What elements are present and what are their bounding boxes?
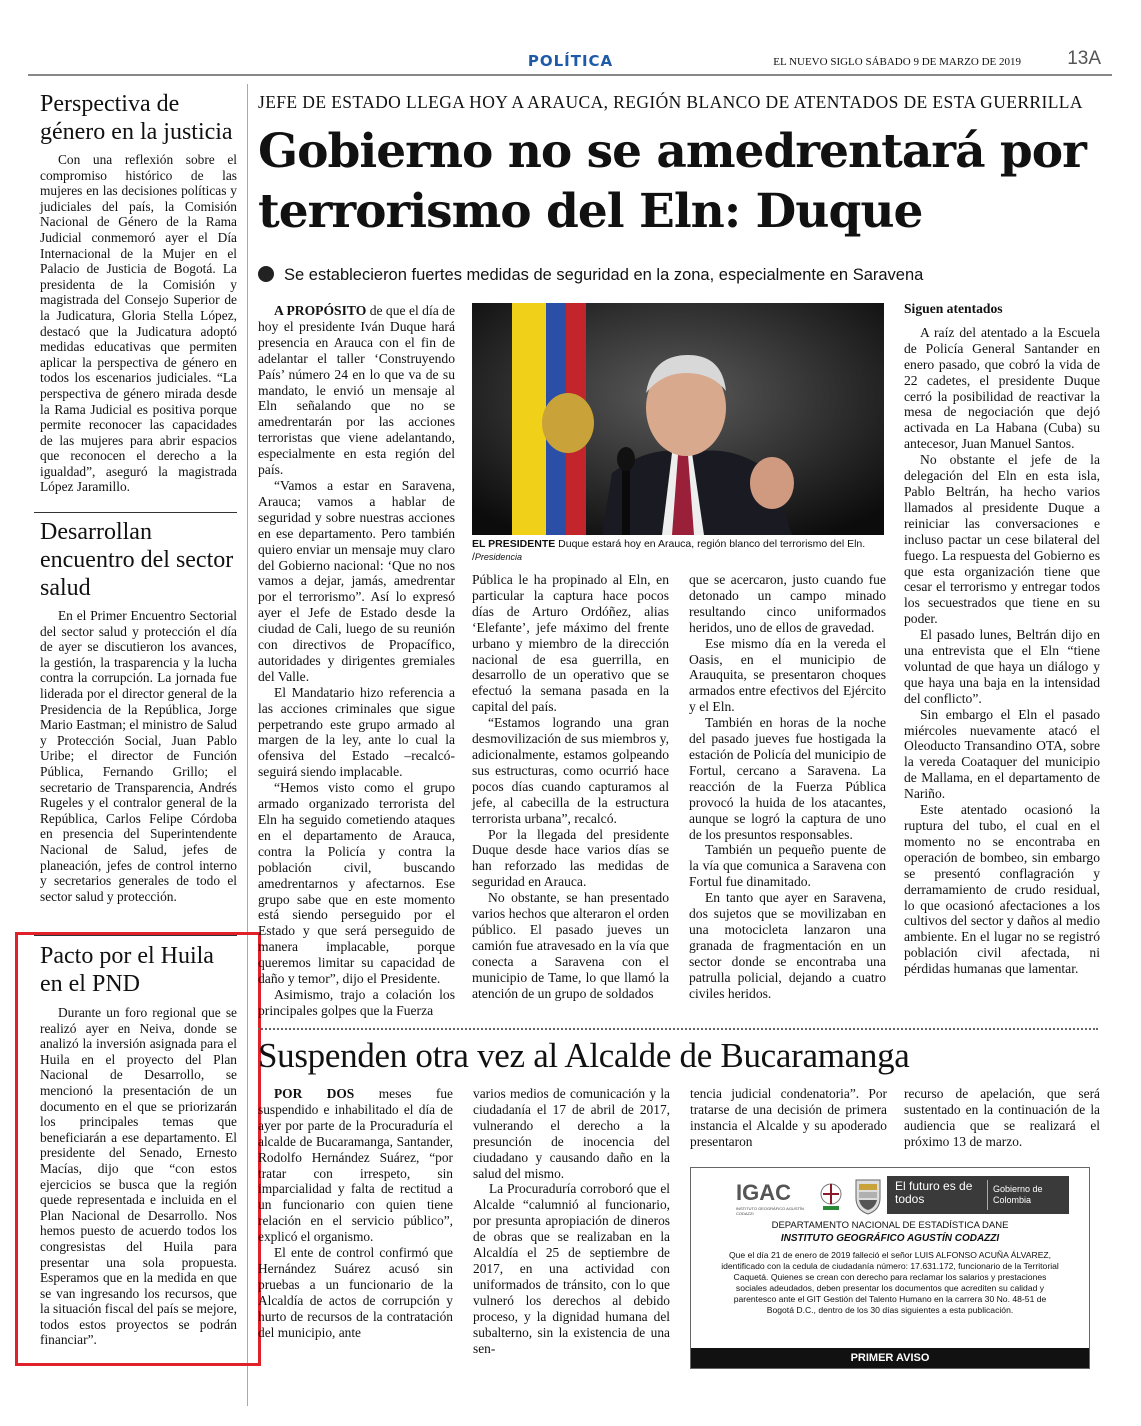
story-divider bbox=[258, 1028, 1098, 1030]
lead-in: POR DOS bbox=[274, 1086, 355, 1101]
paragraph: que se acercaron, justo cuando fue detonado un campo minado resultando cinco uniformados heridos, uno de ellos de gravedad. bbox=[689, 572, 886, 635]
legal-notice-ad bbox=[690, 1167, 1090, 1369]
second-column-1 bbox=[258, 1086, 453, 1341]
igac-logo bbox=[736, 1180, 821, 1222]
article-kicker: JEFE DE ESTADO LLEGA HOY A ARAUCA, REGIÓN BLANCO DE ATENTADOS DE ESTA GUERRILLA bbox=[258, 92, 1083, 112]
sidebar-story2-title: Desarrollan encuentro del sector salud bbox=[40, 519, 234, 601]
section-label: POLÍTICA bbox=[527, 52, 614, 70]
paragraph: Pública le ha propinado al Eln, en particular la captura hace pocos días de Arturo Ordóñez, alias ‘Elefante’, jefe máximo del frente urbano y miembro de la dirección nacional de esa guerrilla, en desarrollo de un operativo que se efectuó la semana pasada en la capital del país. bbox=[472, 572, 669, 715]
caption-text: Duque estará hoy en Arauca, región blanco del terrorismo del Eln. / bbox=[472, 538, 866, 563]
paragraph: de que el día de hoy el presidente Iván Duque hará presencia en Arauca con el fin de adelantar el taller ‘Construyendo País’ número 24 en lo que va de su mandato, le envió un mensaje al Eln señalando que no se amedrentarán por las acciones terroristas que viene adelantando, especialmente en esta región del país. bbox=[258, 303, 455, 478]
sidebar-story2-body: En el Primer Encuentro Sectorial del sector salud y protección el día de ayer se discutieron los avances, la gestión, la trasparencia y la lucha contra la corrupción. La jornada fue liderada por el director general de la Presidencia de la República, Jorge Mario Eastman; el ministro de Salud y Protección Social, Juan Pablo Uribe; el director de Función Pública, Fernando Grillo; el secretario de Transparencia, Andrés Rugeles y el contralor general de la República, Carlos Felipe Córdoba en presencia del Superintendente Nacional de Salud, jefes de planeación, jefes de control interno y secretarios generales de todo el sector salud y protección. bbox=[40, 608, 237, 904]
paragraph: El Mandatario hizo referencia a las acciones criminales que sigue perpetrando este grupo armado al margen de la ley, ante lo cual la ofensiva del Estado –recalcó- seguirá siendo implacable. bbox=[258, 684, 455, 780]
paragraph: “Hemos visto como el grupo armado organizado terrorista del Eln ha seguido cometiendo ataques en el departamento de Arauca, contra la Policía y contra la población civil, buscando amedrentarnos y afectarnos. Ese grupo sabe que en este momento está siendo perseguido por el Estado y que será perseguido de manera implacable, porque queremos limitar su capacidad de daño y temor”, dijo el Presidente. bbox=[258, 780, 455, 987]
igac-logo-subtext: INSTITUTO GEOGRÁFICO AGUSTÍN CODAZZI bbox=[736, 1206, 804, 1216]
article-column-1 bbox=[258, 303, 455, 1019]
paragraph: Sin embargo el Eln el pasado miércoles nuevamente atacó el Oleoducto Transandino OTA, sobre la vereda Coataquer del municipio de Mallama, en el departamento de Nariño. bbox=[904, 706, 1100, 802]
article-deck bbox=[258, 266, 1118, 285]
paragraph: La Procuraduría corroboró que el Alcalde “calumnió al funcionario, por presunta apropiación de dineros de obras que se realizaban en la Alcaldía el 25 de septiembre de 2017, en una actividad con uniformados de tránsito, con lo que vulneró los derechos al debido proceso, y la dignidad humana del subalterno, sin la existencia de una sen- bbox=[473, 1181, 670, 1356]
sidebar-story1-title: Perspectiva de género en la justicia bbox=[40, 91, 233, 145]
photo-caption bbox=[472, 538, 886, 564]
lead-in: A PROPÓSITO bbox=[274, 303, 367, 318]
caption-credit: Presidencia bbox=[474, 552, 522, 562]
article-headline: Gobierno no se amedrentará por terrorismo del Eln: Duque bbox=[258, 124, 1086, 239]
bullet-icon bbox=[258, 266, 274, 282]
page-number: 13A bbox=[1067, 48, 1101, 69]
igac-logo-text: IGAC bbox=[736, 1180, 791, 1205]
paragraph: tencia judicial condenatoria”. Por tratarse de una decisión de primera instancia el Alcalde y su apoderado presentaron bbox=[690, 1086, 887, 1149]
paragraph: En tanto que ayer en Saravena, dos sujetos que se movilizaban en una motocicleta lanzaron una granada de fragmentación en un sector donde se encontraba una patrulla policial, dejando a cuatro civiles heridos. bbox=[689, 890, 886, 1001]
article-column-2 bbox=[472, 572, 669, 1001]
government-name: Gobierno de Colombia bbox=[993, 1184, 1043, 1205]
article-column-4 bbox=[904, 301, 1100, 977]
paragraph: El pasado lunes, Beltrán dijo en una entrevista que el Eln “tiene voluntad de que haya un diálogo y que haya una baja en la intensidad del conflicto”. bbox=[904, 627, 1100, 706]
ad-institute: INSTITUTO GEOGRÁFICO AGUSTÍN CODAZZI bbox=[780, 1233, 1000, 1244]
paragraph: No obstante el jefe de la delegación del Eln en esta isla, Pablo Beltrán, ha hecho varios llamados al presidente Duque a reiniciar las conversaciones e incluso pactar un cese bilateral del fuego. La respuesta del Gobierno es que esta organización tiene que cesar el terrorismo y entregar todos los secuestrados que tiene en su poder. bbox=[904, 452, 1100, 627]
paragraph: A raíz del atentado a la Escuela de Policía General Santander en enero pasado, que cobró la vida de 22 cadetes, el presidente Duque cerró la posibilidad de reactivar la mesa de negociación que dejó activada en La Habana (Cuba) su antecesor, Juan Manuel Santos. bbox=[904, 324, 1100, 452]
sidebar-divider bbox=[34, 512, 237, 513]
ad-footer: PRIMER AVISO bbox=[691, 1348, 1089, 1368]
colombia-shield-icon bbox=[851, 1176, 885, 1216]
paragraph: “Estamos logrando una gran desmovilización de sus miembros y, adicionalmente, estamos golpeando sus estructuras, como ocurrió hace pocos días cuando capturamos al jefe, al cabecilla de la estructura terrorista urbana”, recalcó. bbox=[472, 715, 669, 826]
paragraph: recurso de apelación, que será sustentado en la continuación de la audiencia que se realizará el próximo 13 de marzo. bbox=[904, 1086, 1100, 1149]
paragraph: “Vamos a estar en Saravena, Arauca; vamos a hablar de seguridad y sobre nuestras acciones en ese departamento. Pero también quiero enviar un mensaje muy claro del Gobierno nacional: ‘Que no nos vamos a dejar, jamás, amedrentar por el terrorismo”. Así lo expresó ayer el Jefe de Estado desde la ciudad de Cali, luego de su reunión con directivos de Propacífico, autoridades y dirigentes gremiales del Valle. bbox=[258, 477, 455, 684]
paragraph: Ese mismo día en la vereda el Oasis, en el municipio de Arauquita, se presentaron choques armados entre efectivos del Ejército y el Eln. bbox=[689, 635, 886, 715]
sidebar-story3-title: Pacto por el Huila en el PND bbox=[40, 943, 214, 997]
sidebar-story1-body: Con una reflexión sobre el compromiso histórico de las mujeres en las decisiones políticas y judiciales del país, la Comisión Nacional de Género de la Rama Judicial conmemoró ayer el Día Internacional de la Mujer en el Palacio de Justicia de Bogotá. La presidenta de la Comisión y magistrada del Consejo Superior de la Judicatura, Gloria Stella López, destacó que la Judicatura adoptó medidas educativas que permiten aplicar la perspectiva de género en todos los escenarios judiciales. “La perspectiva de género mirada desde la Rama Judicial es positiva porque permite reconocer las capacidades de las mujeres para abrir espacios que reconocen el derecho a la igualdad”, aseguró la magistrada López Jaramillo. bbox=[40, 152, 237, 495]
caption-label: EL PRESIDENTE bbox=[472, 538, 556, 550]
ad-body: Que el día 21 de enero de 2019 falleció el señor LUIS ALFONSO ACUÑA ÁLVAREZ, identificado con la cedula de ciudadanía número: 17.631.172, funcionario de la Territorial Caquetá. Quienes se crean con derecho para reclamar los salarios y prestaciones sociales adeudados, deben presentar los documentos que acrediten su calidad y parentesco ante el GIT Gestión del Talento Humano en la carrera 30 No. 48-51 de Bogotá D.C., dentro de los 30 días siguientes a esta publicación. bbox=[721, 1250, 1059, 1315]
sidebar-story3-body: Durante un foro regional que se realizó ayer en Neiva, donde se analizó la inversión asignada para el Huila en el proyecto del Plan Nacional de Desarrollo, se mencionó la presentación de un documento en el que se priorizarán los principales temas que beneficiarán a ese departamento. El presidente del Senado, Ernesto Macías, dijo que “con estos ejercicios se busca que la región quede representada e incluida en el Plan Nacional de Desarrollo. Nos hemos puesto de acuerdo todos los congresistas del Huila para presentar una sola propuesta. Esperamos que en la medida en que se van ingresando los recursos, que la situación fiscal del país se mejore, todos estos proyectos se podrán financiar”. bbox=[40, 1005, 237, 1348]
publication-dateline: EL NUEVO SIGLO SÁBADO 9 DE MARZO DE 2019 bbox=[773, 56, 1021, 68]
paragraph: varios medios de comunicación y la ciudadanía el 17 de abril de 2017, vulnerando el derecho a la presunción de inocencia del ciudadano y causando daño en la salud del mismo. bbox=[473, 1086, 670, 1181]
president-photo bbox=[472, 303, 884, 535]
article-column-3 bbox=[689, 572, 886, 1001]
paragraph: También en horas de la noche del pasado jueves fue hostigada la estación de Policía del municipio de Fortul, cercano a Saravena. La reacción de la Fuerza Pública provocó la huida de los atacantes, aunque se logró la captura de uno de los presuntos responsables. bbox=[689, 715, 886, 842]
igac-emblem-icon bbox=[819, 1182, 843, 1212]
paragraph: También un pequeño puente de la vía que comunica a Saravena con Fortul fue dinamitado. bbox=[689, 842, 886, 890]
government-slogan: El futuro es de todos bbox=[895, 1179, 973, 1206]
second-column-3 bbox=[690, 1086, 887, 1150]
header-rule bbox=[28, 74, 1112, 76]
photo-image bbox=[472, 303, 884, 535]
second-headline: Suspenden otra vez al Alcalde de Bucaramanga bbox=[258, 1036, 910, 1075]
ad-department: DEPARTAMENTO NACIONAL DE ESTADÍSTICA DANE bbox=[771, 1220, 1009, 1231]
paragraph: Asimismo, trajo a colación los principales golpes que la Fuerza bbox=[258, 986, 455, 1018]
paragraph: Este atentado ocasionó la ruptura del tubo, el cual en el momento no se encontraba en operación de bombeo, sin embargo se presentó conflagración y derramamiento de crudo residual, lo que ocasionó afectaciones a los cultivos del sector y daños al medio ambiente. En el lugar no se registró población civil afectada, ni pérdidas humanas que lamentar. bbox=[904, 802, 1100, 977]
deck-text: Se establecieron fuertes medidas de seguridad en la zona, especialmente en Saravena bbox=[284, 266, 924, 284]
subhead: Siguen atentados bbox=[904, 301, 1003, 316]
second-column-4 bbox=[904, 1086, 1100, 1150]
paragraph: meses fue suspendido e inhabilitado el día de ayer por parte de la Procuraduría el alcalde de Bucaramanga, Santander, Rodolfo Hernández Suárez, “por tratar con irrespeto, sin imparcialidad y falta de rectitud a un funcionario con quien tiene relación en el servicio público”, explicó el organismo. bbox=[258, 1086, 453, 1245]
second-column-2 bbox=[473, 1086, 670, 1356]
government-banner bbox=[887, 1176, 1069, 1214]
paragraph: El ente de control confirmó que Hernández Suárez acusó sin pruebas a un funcionario de la Alcaldía de actos de corrupción y hurto de recursos de la contratación del municipio, ante bbox=[258, 1245, 453, 1340]
paragraph: Por la llegada del presidente Duque desde hace varios días se han reforzado las medidas de seguridad en Arauca. bbox=[472, 826, 669, 890]
paragraph: No obstante, se han presentado varios hechos que alteraron el orden público. El pasado jueves un camión fue atravesado en la vía que conecta a Saravena con el municipio de Tame, lo que llamó la atención de un grupo de soldados bbox=[472, 890, 669, 1001]
